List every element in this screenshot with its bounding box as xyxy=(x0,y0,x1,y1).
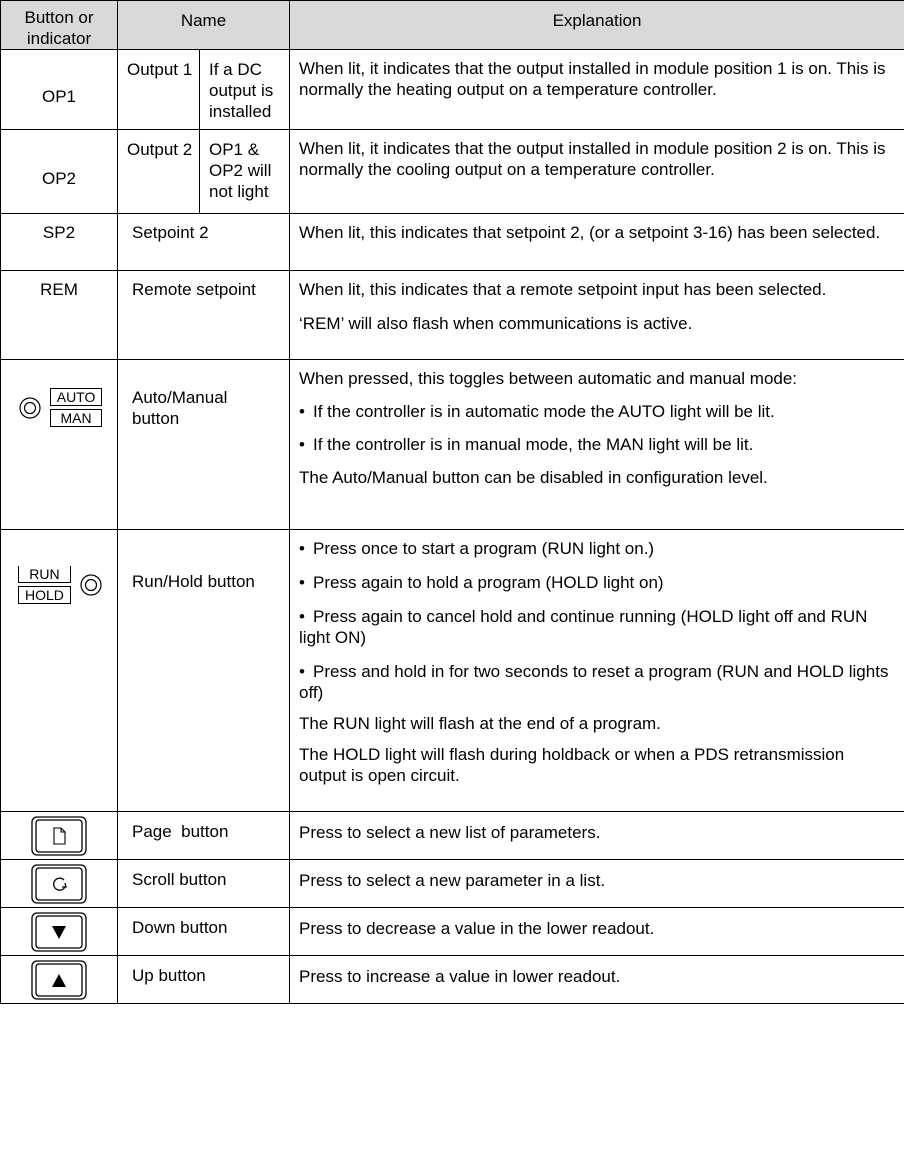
header-button: Button or indicator xyxy=(1,1,118,50)
explanation-op1: When lit, it indicates that the output installed in module position 1 is on. This is normally the heating output on a temperature controller. xyxy=(290,50,904,130)
explanation-rem-line-1: When lit, this indicates that a remote setpoint input has been selected. xyxy=(299,280,827,299)
up-arrow-icon xyxy=(31,960,87,1000)
explanation-auto-line-1: When pressed, this toggles between automatic and manual mode: xyxy=(299,369,798,388)
indicator-op1: OP1 xyxy=(1,50,118,130)
table-row-op1 xyxy=(1,50,904,130)
run-label: RUN xyxy=(18,566,71,583)
scroll-icon xyxy=(31,864,87,904)
explanation-sp2: When lit, this indicates that setpoint 2, (or a setpoint 3-16) has been selected. xyxy=(290,214,904,271)
table-row-scroll xyxy=(1,860,904,908)
auto-man-label xyxy=(50,388,103,427)
explanation-up: Press to increase a value in lower readout. xyxy=(290,956,904,1004)
explanation-run-hold xyxy=(290,530,904,812)
table-row-rem xyxy=(1,271,904,360)
knob-icon xyxy=(19,397,41,419)
indicator-rem: REM xyxy=(1,271,118,360)
table-row-op2 xyxy=(1,130,904,214)
header-name: Name xyxy=(118,1,290,50)
explanation-page: Press to select a new list of parameters. xyxy=(290,812,904,860)
name-run-hold: Run/Hold button xyxy=(118,530,290,812)
explanation-down: Press to decrease a value in the lower readout. xyxy=(290,908,904,956)
up-key xyxy=(1,956,118,1004)
page-icon xyxy=(31,816,87,856)
name-auto-manual: Auto/Manual button xyxy=(118,360,290,530)
explanation-auto-bullet-1: • If the controller is in automatic mode the AUTO light will be lit. xyxy=(299,401,892,422)
name-remote-setpoint: Remote setpoint xyxy=(118,271,290,360)
table-row-page xyxy=(1,812,904,860)
explanation-run-bullet-4: • Press and hold in for two seconds to reset a program (RUN and HOLD lights off) xyxy=(299,661,892,703)
table-row-sp2 xyxy=(1,214,904,271)
auto-label: AUTO xyxy=(50,389,103,406)
down-arrow-icon xyxy=(31,912,87,952)
knob-icon xyxy=(80,574,102,596)
name-output-2: Output 2 xyxy=(118,130,200,214)
explanation-run-line-5: The RUN light will flash at the end of a program. xyxy=(299,714,661,733)
name-up-button: Up button xyxy=(118,956,290,1004)
explanation-run-bullet-2: • Press again to hold a program (HOLD light on) xyxy=(299,572,892,593)
hold-label: HOLD xyxy=(18,586,71,604)
name-scroll-button: Scroll button xyxy=(118,860,290,908)
explanation-auto-line-4: The Auto/Manual button can be disabled in configuration level. xyxy=(299,468,768,487)
table-row-down xyxy=(1,908,904,956)
subnote-dc-output: If a DC output is installed xyxy=(200,50,290,130)
auto-manual-control xyxy=(1,360,118,530)
run-hold-label xyxy=(18,566,71,604)
table-row-run-hold xyxy=(1,530,904,812)
explanation-run-line-6: The HOLD light will flash during holdback or when a PDS retransmission output is open circuit. xyxy=(299,745,845,785)
scroll-key xyxy=(1,860,118,908)
table-row-up xyxy=(1,956,904,1004)
name-setpoint-2: Setpoint 2 xyxy=(118,214,290,271)
explanation-run-bullet-3: • Press again to cancel hold and continue running (HOLD light off and RUN light ON) xyxy=(299,606,892,648)
name-page-button: Page button xyxy=(118,812,290,860)
table-row-auto-manual xyxy=(1,360,904,530)
explanation-auto-manual xyxy=(290,360,904,530)
name-output-1: Output 1 xyxy=(118,50,200,130)
run-hold-control xyxy=(1,530,118,812)
header-explanation: Explanation xyxy=(290,1,904,50)
header-row xyxy=(1,1,904,50)
explanation-run-bullet-1: • Press once to start a program (RUN light on.) xyxy=(299,538,892,559)
man-label: MAN xyxy=(50,409,103,427)
down-key xyxy=(1,908,118,956)
explanation-auto-bullet-2: • If the controller is in manual mode, the MAN light will be lit. xyxy=(299,434,892,455)
explanation-scroll: Press to select a new parameter in a list. xyxy=(290,860,904,908)
explanation-rem xyxy=(290,271,904,360)
indicator-op2: OP2 xyxy=(1,130,118,214)
page-key xyxy=(1,812,118,860)
subnote-no-light: OP1 & OP2 will not light xyxy=(200,130,290,214)
name-down-button: Down button xyxy=(118,908,290,956)
explanation-op2: When lit, it indicates that the output installed in module position 2 is on. This is normally the cooling output on a temperature controller. xyxy=(290,130,904,214)
indicator-sp2: SP2 xyxy=(1,214,118,271)
explanation-rem-line-2: ‘REM’ will also flash when communications is active. xyxy=(299,314,693,333)
